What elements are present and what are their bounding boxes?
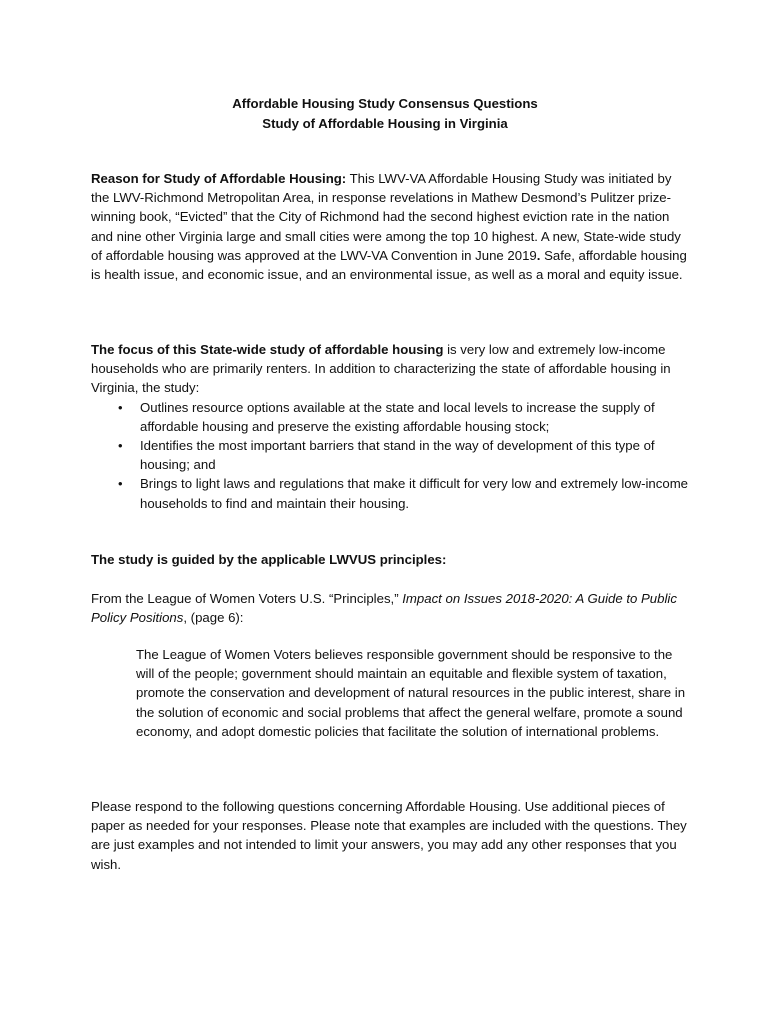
reason-paragraph <box>91 169 691 284</box>
focus-bullet-list <box>91 398 691 513</box>
instructions-text: Please respond to the following questions concerning Affordable Housing. Use additional pieces of paper as needed for your responses. Please note that examples are included with the questions. They are just examples and not intended to limit your answers, you may add any other responses that you wish. <box>91 799 687 872</box>
source-section <box>91 589 691 627</box>
reason-text: This LWV-VA Affordable Housing Study was initiated by the LWV-Richmond Metropolitan Area, in response revelations in Mathew Desmond’s Pulitzer prize-winning book, “Evicted” that the City of Richmond had the second highest eviction rate in the nation and nine other Virginia large and small cities were among the top 10 highest. A new, State-wide study of affordable housing was approved at the LWV-VA Convention in June 2019 <box>91 171 681 263</box>
list-item <box>118 398 691 436</box>
reason-heading: Reason for Study of Affordable Housing: <box>91 171 347 186</box>
focus-text: is very low and extremely low-income households who are primarily renters. In addition to characterizing the state of affordable housing in Virginia, the study: <box>91 342 671 396</box>
principles-quote <box>136 645 691 741</box>
title-line-1: Affordable Housing Study Consensus Questions <box>232 96 538 111</box>
instructions-section <box>91 797 691 874</box>
focus-paragraph <box>91 340 691 398</box>
guided-heading: The study is guided by the applicable LWVUS principles: <box>91 552 447 567</box>
list-item <box>118 474 691 512</box>
source-paragraph <box>91 589 691 627</box>
bullet-icon: • <box>118 399 123 415</box>
bullet-text: Identifies the most important barriers that stand in the way of development of this type of housing; and <box>140 438 655 473</box>
list-item <box>118 436 691 474</box>
source-page-ref: , (page 6): <box>183 610 244 626</box>
bullet-text: Outlines resource options available at the state and local levels to increase the supply of affordable housing and preserve the existing affordable housing stock; <box>140 399 655 434</box>
quote-text: The League of Women Voters believes responsible government should be responsive to the will of the people; government should maintain an equitable and flexible system of taxation, promote the conservation and development of natural resources in the public interest, share in the solution of economic and social problems that affect the general welfare, promote a sound economy, and adopt domestic policies that facilitate the solution of international problems. <box>136 647 686 739</box>
reason-bold-period: . <box>536 247 541 263</box>
focus-heading: The focus of this State-wide study of affordable housing <box>91 342 444 357</box>
reason-text-2: Safe, affordable housing is health issue, and economic issue, and an environmental issue, as well as a moral and equity issue. <box>91 247 687 283</box>
document-title <box>0 94 770 133</box>
bullet-icon: • <box>118 438 123 454</box>
bullet-text: Brings to light laws and regulations that make it difficult for very low and extremely low-income households to find and maintain their housing. <box>140 476 689 511</box>
source-text: From the League of Women Voters U.S. “Principles,” <box>91 591 403 606</box>
source-publication-title: Impact on Issues 2018-2020: A Guide to Public Policy Positions <box>91 591 677 626</box>
title-line-2: Study of Affordable Housing in Virginia <box>262 115 508 131</box>
bullet-icon: • <box>118 476 123 492</box>
reason-section <box>91 169 691 284</box>
guided-section <box>91 550 691 569</box>
focus-section <box>91 340 691 513</box>
